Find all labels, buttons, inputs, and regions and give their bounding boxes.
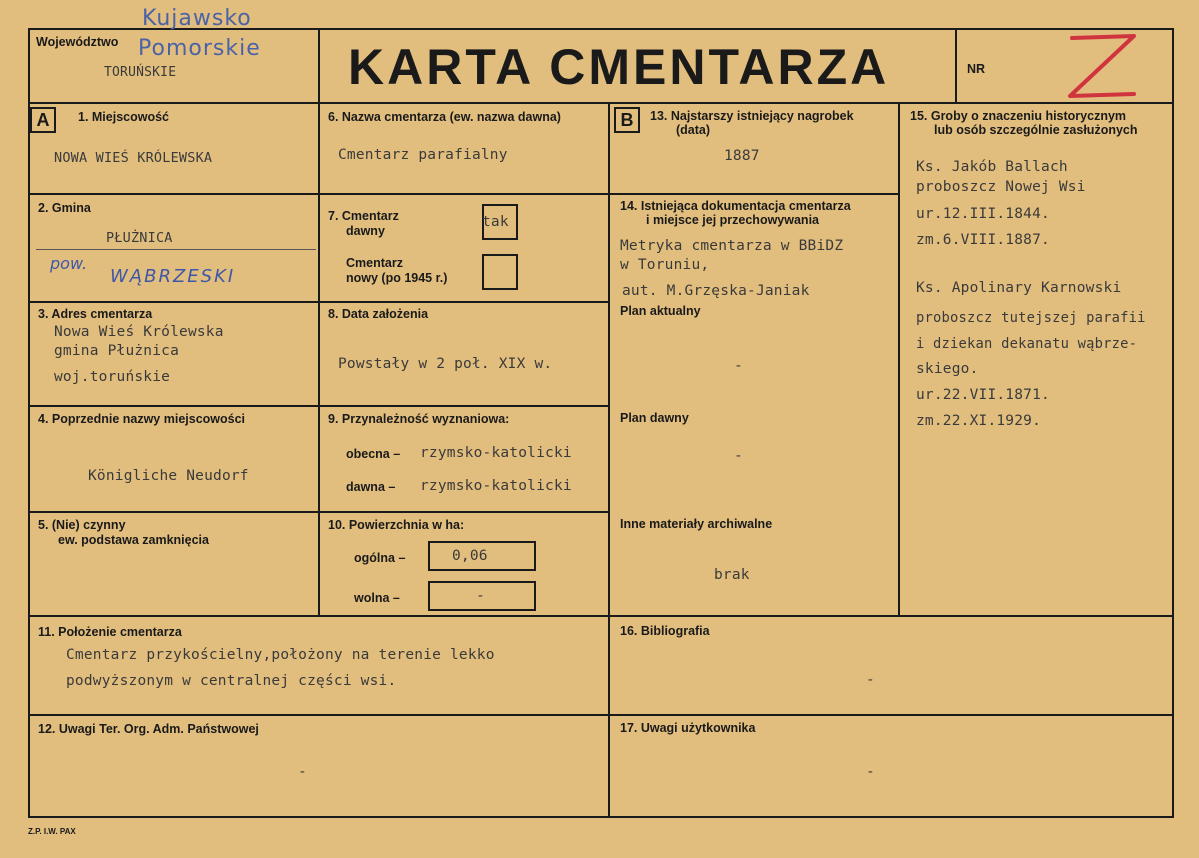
field-3-line-1: Nowa Wieś Królewska	[54, 324, 224, 340]
field-7-dawny-label-2: dawny	[346, 224, 385, 238]
field-17-label: 17. Uwagi użytkownika	[620, 721, 756, 735]
field-1-value: NOWA WIEŚ KRÓLEWSKA	[54, 150, 213, 166]
field-6-label: 6. Nazwa cmentarza (ew. nazwa dawna)	[328, 110, 561, 124]
field-15-line: ur.12.III.1844.	[916, 206, 1050, 222]
field-2-value: PŁUŻNICA	[106, 230, 173, 246]
plan-aktualny-value: -	[734, 358, 743, 374]
field-10-label: 10. Powierzchnia w ha:	[328, 518, 465, 532]
divider	[28, 301, 608, 303]
field-3-line-3: woj.toruńskie	[54, 369, 171, 385]
field-7-dawny-label-1: 7. Cmentarz	[328, 209, 399, 223]
divider	[608, 102, 610, 818]
field-5-label-line-2: ew. podstawa zamknięcia	[58, 533, 209, 547]
field-4-value: Königliche Neudorf	[88, 468, 249, 484]
field-7-nowy-label-2: nowy (po 1945 r.)	[346, 271, 448, 285]
field-15-line: ur.22.VII.1871.	[916, 387, 1050, 403]
field-14-line-1: Metryka cmentarza w BBiDZ	[620, 238, 844, 254]
divider	[608, 193, 898, 195]
field-14-label-line-1: 14. Istniejąca dokumentacja cmentarza	[620, 199, 851, 213]
plan-aktualny-label: Plan aktualny	[620, 304, 701, 318]
divider-thin	[36, 249, 316, 250]
field-10-ogolna-value: 0,06	[452, 548, 488, 564]
page-title: KARTA CMENTARZA	[348, 39, 890, 95]
field-7-nowy-label-1: Cmentarz	[346, 256, 403, 270]
field-10-wolna-value: -	[476, 588, 485, 604]
field-14-line-3: aut. M.Grzęska-Janiak	[622, 283, 810, 299]
field-14-line-2: w Toruniu,	[620, 257, 710, 273]
section-a-marker: A	[30, 107, 56, 133]
field-15-line: zm.22.XI.1929.	[916, 413, 1042, 429]
field-9-obecna-value: rzymsko-katolicki	[420, 445, 572, 461]
stamp-line-2: Pomorskie	[138, 36, 261, 61]
field-16-label: 16. Bibliografia	[620, 624, 710, 638]
nr-label: NR	[967, 62, 986, 76]
field-15-line: skiego.	[916, 361, 979, 377]
inne-materialy-label: Inne materiały archiwalne	[620, 517, 773, 531]
field-15-label-line-1: 15. Groby o znaczeniu historycznym	[910, 109, 1127, 123]
divider	[28, 615, 1174, 617]
plan-dawny-label: Plan dawny	[620, 411, 689, 425]
field-15-line: Ks. Apolinary Karnowski	[916, 280, 1122, 296]
field-2-hand-value: WĄBRZESKI	[110, 266, 236, 287]
field-13-label-line-1: 13. Najstarszy istniejący nagrobek	[650, 109, 854, 123]
field-10-ogolna-label: ogólna –	[354, 551, 406, 565]
divider	[28, 102, 1174, 104]
divider	[28, 405, 608, 407]
field-6-value: Cmentarz parafialny	[338, 147, 508, 163]
divider	[28, 511, 608, 513]
field-15-line: proboszcz Nowej Wsi	[916, 179, 1086, 195]
field-12-label: 12. Uwagi Ter. Org. Adm. Państwowej	[38, 722, 259, 736]
field-11-line-2: podwyższonym w centralnej części wsi.	[66, 673, 397, 689]
stamp-line-1: Kujawsko	[142, 6, 252, 31]
field-11-label: 11. Położenie cmentarza	[38, 625, 182, 639]
divider	[318, 102, 320, 616]
field-13-label-line-2: (data)	[676, 123, 711, 137]
divider	[318, 28, 320, 104]
divider	[898, 102, 900, 616]
field-9-obecna-label: obecna –	[346, 447, 401, 461]
field-15-line: proboszcz tutejszej parafii	[916, 310, 1146, 326]
nr-marker-z	[1062, 30, 1142, 102]
field-15-label-line-2: lub osób szczególnie zasłużonych	[934, 123, 1138, 137]
inne-materialy-value: brak	[714, 567, 750, 583]
section-b-marker: B	[614, 107, 640, 133]
field-9-dawna-value: rzymsko-katolicki	[420, 478, 572, 494]
field-4-label: 4. Poprzednie nazwy miejscowości	[38, 412, 246, 426]
field-10-wolna-label: wolna –	[354, 591, 400, 605]
field-9-label: 9. Przynależność wyznaniowa:	[328, 412, 510, 426]
divider	[28, 714, 1174, 716]
field-15-line: zm.6.VIII.1887.	[916, 232, 1050, 248]
field-2-label: 2. Gmina	[38, 201, 91, 215]
field-17-value: -	[866, 764, 875, 780]
field-13-value: 1887	[724, 148, 760, 164]
plan-dawny-value: -	[734, 448, 743, 464]
field-7-nowy-box	[482, 254, 518, 290]
field-15-line: i dziekan dekanatu wąbrze-	[916, 336, 1138, 352]
field-14-label-line-2: i miejsce jej przechowywania	[646, 213, 819, 227]
field-3-line-2: gmina Płużnica	[54, 343, 180, 359]
printer-mark: Z.P. I.W. PAX	[28, 827, 76, 836]
field-9-dawna-label: dawna –	[346, 480, 396, 494]
field-16-value: -	[866, 672, 875, 688]
field-8-value: Powstały w 2 poł. XIX w.	[338, 356, 553, 372]
wojewodztwo-label: Województwo	[36, 35, 119, 49]
field-3-label: 3. Adres cmentarza	[38, 307, 153, 321]
field-5-label-line-1: 5. (Nie) czynny	[38, 518, 126, 532]
field-15-line: Ks. Jakób Ballach	[916, 159, 1068, 175]
wojewodztwo-value: TORUŃSKIE	[104, 65, 177, 80]
field-1-label: 1. Miejscowość	[78, 110, 170, 124]
field-8-label: 8. Data założenia	[328, 307, 429, 321]
field-7-dawny-value: tak	[482, 214, 509, 230]
divider	[28, 193, 608, 195]
field-2-hand-prefix: pow.	[50, 254, 88, 273]
field-12-value: -	[298, 764, 307, 780]
field-11-line-1: Cmentarz przykościelny,położony na terenie lekko	[66, 647, 495, 663]
divider	[955, 28, 957, 104]
